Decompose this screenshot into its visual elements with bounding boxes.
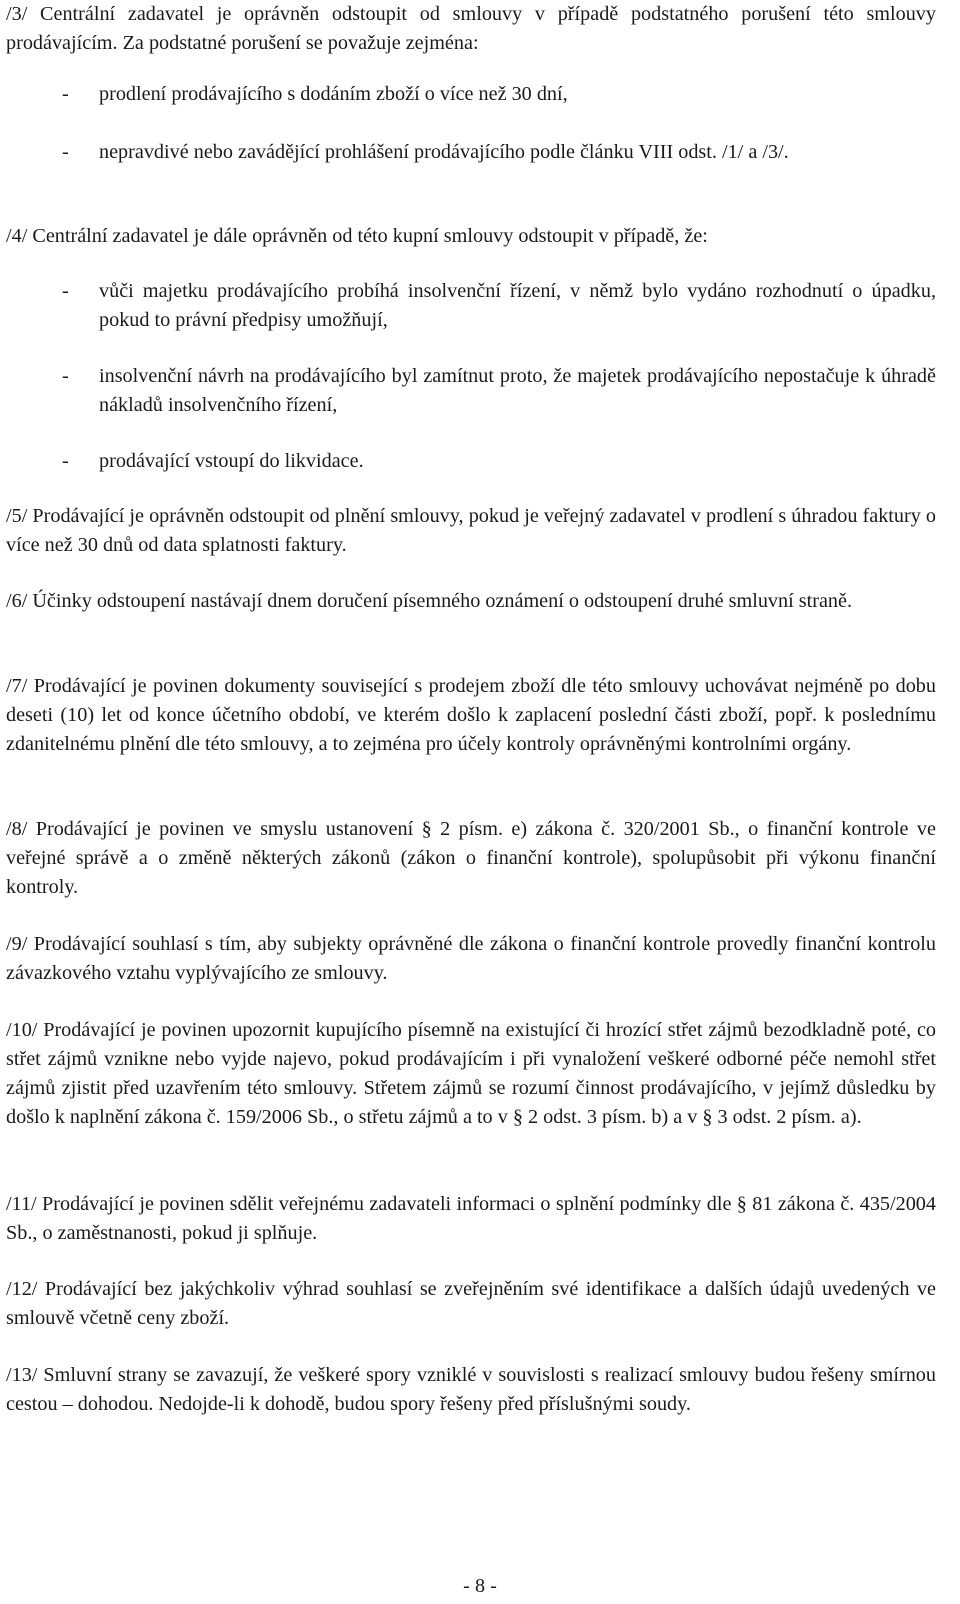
paragraph-12: /12/ Prodávající bez jakýchkoliv výhrad souhlasí se zveřejněním své identifikace a dalších údajů uvedených ve smlouvě včetně ceny zboží. — [6, 1278, 936, 1329]
list-item — [62, 138, 936, 167]
list-item-text: prodlení prodávajícího s dodáním zboží o více než 30 dní, — [99, 83, 568, 105]
list-item-text: prodávající vstoupí do likvidace. — [99, 450, 364, 472]
paragraph-8: /8/ Prodávající je povinen ve smyslu ustanovení § 2 písm. e) zákona č. 320/2001 Sb., o finanční kontrole ve veřejné správě a o změně některých zákonů (zákon o finanční kontrole), spolupůsobit při výkonu finanční kontroly. — [6, 818, 936, 898]
paragraph-5: /5/ Prodávající je oprávněn odstoupit od plnění smlouvy, pokud je veřejný zadavatel v prodlení s úhradou faktury o více než 30 dnů od data splatnosti faktury. — [6, 505, 936, 556]
list-marker: - — [62, 141, 69, 163]
list-item — [62, 277, 936, 335]
paragraph-11: /11/ Prodávající je povinen sdělit veřejnému zadavateli informaci o splnění podmínky dle § 81 zákona č. 435/2004 Sb., o zaměstnanosti, pokud ji splňuje. — [6, 1193, 936, 1244]
list-item — [62, 80, 936, 109]
list-marker: - — [62, 280, 69, 302]
paragraph-6: /6/ Účinky odstoupení nastávají dnem doručení písemného oznámení o odstoupení druhé smluvní straně. — [6, 590, 853, 612]
paragraph-7: /7/ Prodávající je povinen dokumenty související s prodejem zboží dle této smlouvy uchovávat nejméně po dobu deseti (10) let od konce účetního období, ve kterém došlo k zaplacení poslední části zboží, popř. k poslednímu zdanitelnému plnění dle této smlouvy, a to zejména pro účely kontroly oprávněnými kontrolními orgány. — [6, 675, 936, 755]
list-marker: - — [62, 83, 69, 105]
list-item-text: vůči majetku prodávajícího probíhá insolvenční řízení, v němž bylo vydáno rozhodnutí o úpadku, pokud to právní předpisy umožňují, — [99, 280, 936, 331]
list-marker: - — [62, 365, 69, 387]
list-item — [62, 447, 936, 476]
paragraph-9: /9/ Prodávající souhlasí s tím, aby subjekty oprávněné dle zákona o finanční kontrole provedly finanční kontrolu závazkového vztahu vyplývajícího ze smlouvy. — [6, 933, 936, 984]
paragraph-3: /3/ Centrální zadavatel je oprávněn odstoupit od smlouvy v případě podstatného porušení této smlouvy prodávajícím. Za podstatné porušení se považuje zejména: — [6, 3, 936, 54]
paragraph-13: /13/ Smluvní strany se zavazují, že veškeré spory vzniklé v souvislosti s realizací smlouvy budou řešeny smírnou cestou – dohodou. Nedojde-li k dohodě, budou spory řešeny před příslušnými soudy. — [6, 1364, 936, 1415]
list-item-text: nepravdivé nebo zavádějící prohlášení prodávajícího podle článku VIII odst. /1/ a /3/. — [99, 141, 789, 163]
list-item-text: insolvenční návrh na prodávajícího byl zamítnut proto, že majetek prodávajícího nepostačuje k úhradě nákladů insolvenčního řízení, — [99, 365, 936, 416]
paragraph-10: /10/ Prodávající je povinen upozornit kupujícího písemně na existující či hrozící střet zájmů bezodkladně poté, co střet zájmů vznikne nebo vyjde najevo, pokud prodávajícím i při vynaložení veškeré odborné péče nemohl střet zájmů zjistit před uzavřením této smlouvy. Střetem zájmů se rozumí činnost prodávajícího, v jejímž důsledku by došlo k naplnění zákona č. 159/2006 Sb., o střetu zájmů a to v § 2 odst. 3 písm. b) a v § 3 odst. 2 písm. a). — [6, 1019, 936, 1128]
list-marker: - — [62, 450, 69, 472]
list-item — [62, 362, 936, 420]
paragraph-4: /4/ Centrální zadavatel je dále oprávněn od této kupní smlouvy odstoupit v případě, že: — [6, 225, 708, 247]
page-number: - 8 - — [463, 1575, 497, 1597]
